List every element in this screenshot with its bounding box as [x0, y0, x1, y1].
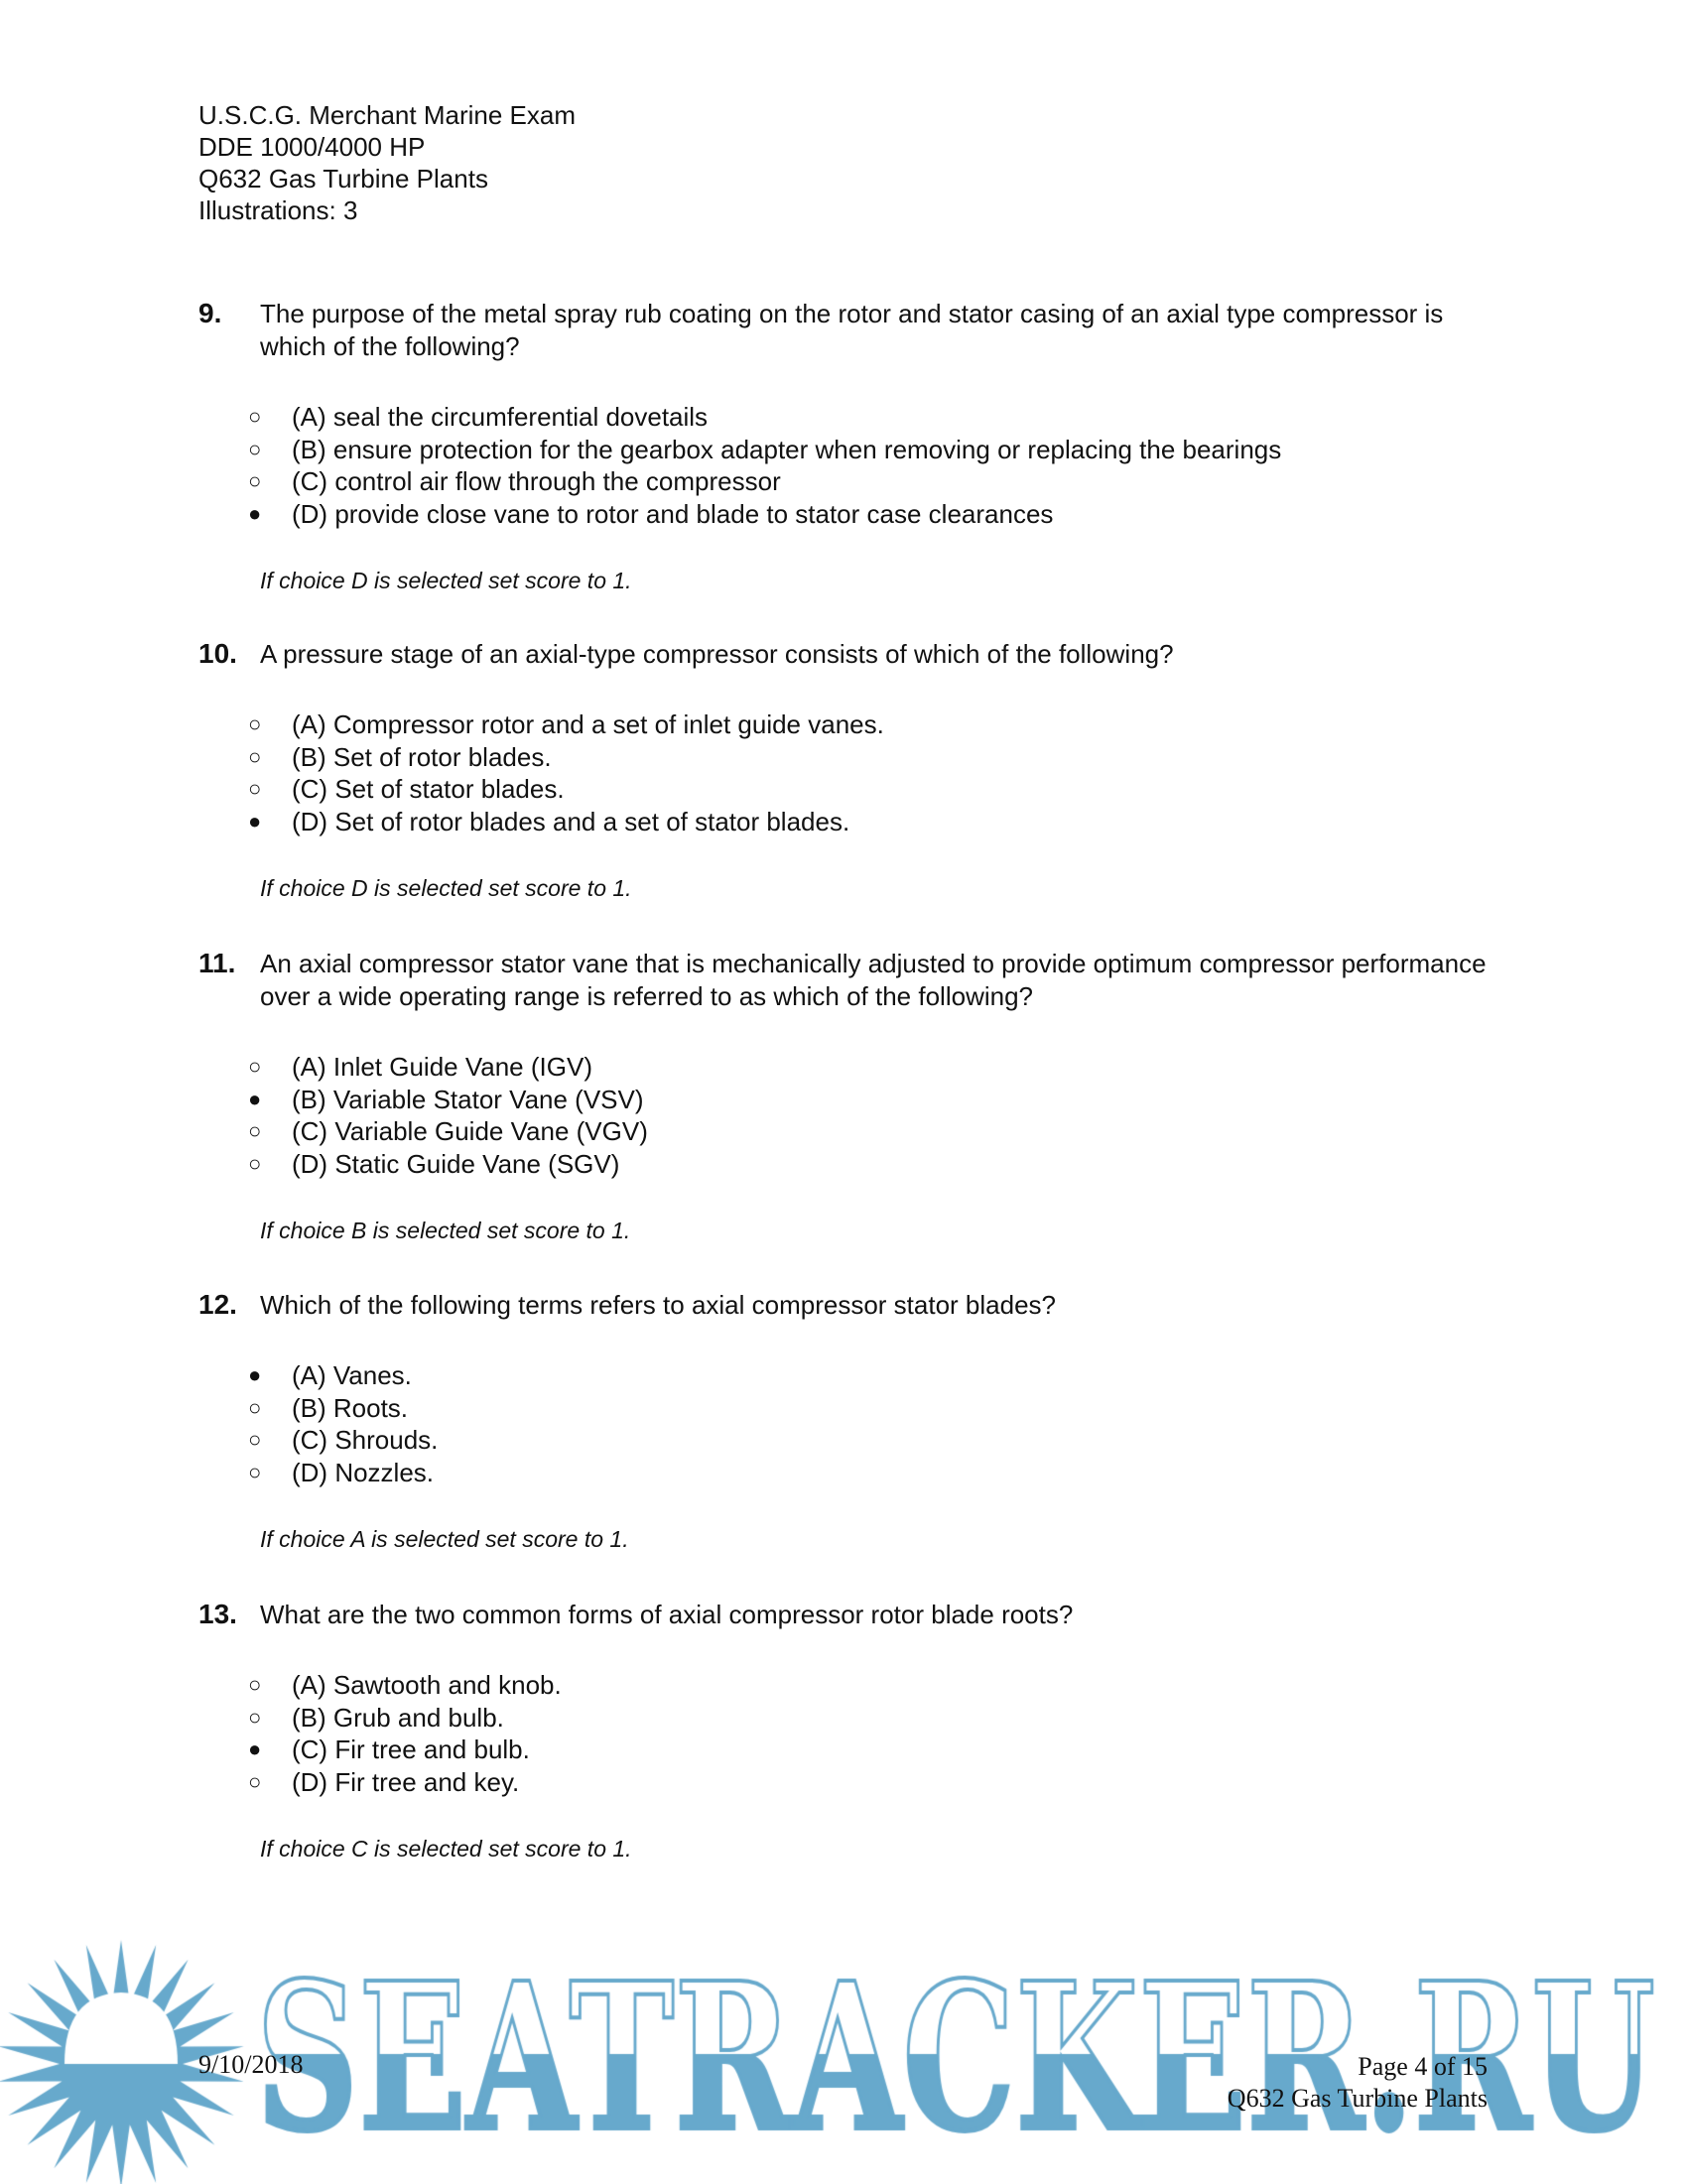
answer-option[interactable] — [248, 1766, 1489, 1799]
answer-option[interactable] — [248, 1669, 1489, 1702]
question-text: The purpose of the metal spray rub coating on the rotor and stator casing of an axial type compressor is which of the following? — [260, 299, 1444, 361]
option-label: (D) provide close vane to rotor and blade to stator case clearances — [292, 498, 1054, 529]
unselected-bullet-icon[interactable]: ○ — [248, 1459, 262, 1484]
question-number: 13. — [198, 1599, 237, 1629]
scoring-note: If choice B is selected set score to 1. — [260, 1218, 631, 1243]
option-label: (C) Shrouds. — [292, 1425, 439, 1455]
unselected-bullet-icon[interactable]: ○ — [248, 1704, 262, 1730]
answer-option[interactable] — [248, 1359, 1489, 1392]
footer-date: 9/10/2018 — [198, 2050, 304, 2079]
answer-option[interactable] — [248, 1051, 1489, 1084]
unselected-bullet-icon[interactable]: ○ — [248, 711, 262, 736]
question-text: A pressure stage of an axial-type compressor consists of which of the following? — [260, 639, 1174, 669]
option-label: (A) Vanes. — [292, 1360, 412, 1390]
answer-option[interactable] — [248, 1392, 1489, 1425]
answer-option[interactable] — [248, 1148, 1489, 1181]
unselected-bullet-icon[interactable]: ○ — [248, 1118, 262, 1143]
option-label: (A) Inlet Guide Vane (IGV) — [292, 1052, 592, 1082]
header-subject: Q632 Gas Turbine Plants — [198, 164, 488, 193]
option-label: (A) seal the circumferential dovetails — [292, 402, 709, 432]
scoring-note: If choice D is selected set score to 1. — [260, 568, 632, 593]
question-text: An axial compressor stator vane that is mechanically adjusted to provide optimum compressor performance over a wide operating range is referred to as which of the following? — [260, 949, 1487, 1011]
question-number: 12. — [198, 1289, 237, 1320]
header-exam-title: U.S.C.G. Merchant Marine Exam — [198, 100, 576, 130]
unselected-bullet-icon[interactable]: ○ — [248, 776, 262, 801]
answer-option[interactable] — [248, 1734, 1489, 1766]
option-label: (D) Nozzles. — [292, 1457, 435, 1487]
option-label: (A) Compressor rotor and a set of inlet guide vanes. — [292, 709, 884, 739]
unselected-bullet-icon[interactable]: ○ — [248, 1768, 262, 1794]
unselected-bullet-icon[interactable]: ○ — [248, 1672, 262, 1697]
unselected-bullet-icon[interactable]: ○ — [248, 1150, 262, 1176]
answer-option[interactable] — [248, 1084, 1489, 1116]
unselected-bullet-icon[interactable]: ○ — [248, 404, 262, 429]
scoring-note: If choice D is selected set score to 1. — [260, 875, 632, 901]
option-label: (A) Sawtooth and knob. — [292, 1670, 562, 1700]
answer-option[interactable] — [248, 708, 1489, 741]
answer-option[interactable] — [248, 1424, 1489, 1457]
question-text: What are the two common forms of axial compressor rotor blade roots? — [260, 1600, 1074, 1629]
selected-bullet-icon[interactable]: ● — [248, 1736, 262, 1761]
answer-option[interactable] — [248, 1115, 1489, 1148]
selected-bullet-icon[interactable]: ● — [248, 1362, 262, 1387]
answer-option[interactable] — [248, 1457, 1489, 1489]
footer-page: Page 4 of 15 — [1358, 2052, 1488, 2081]
header-dde: DDE 1000/4000 HP — [198, 132, 426, 162]
answer-option[interactable] — [248, 465, 1489, 498]
option-label: (B) Grub and bulb. — [292, 1702, 504, 1733]
question-13 — [198, 1599, 1489, 1863]
option-label: (B) Variable Stator Vane (VSV) — [292, 1084, 644, 1114]
option-label: (C) Fir tree and bulb. — [292, 1734, 530, 1764]
option-label: (D) Fir tree and key. — [292, 1766, 520, 1797]
unselected-bullet-icon[interactable]: ○ — [248, 468, 262, 493]
question-9 — [198, 298, 1489, 595]
unselected-bullet-icon[interactable]: ○ — [248, 743, 262, 769]
unselected-bullet-icon[interactable]: ○ — [248, 1054, 262, 1079]
header-illustrations: Illustrations: 3 — [198, 195, 358, 225]
answer-option[interactable] — [248, 401, 1489, 434]
answer-option[interactable] — [248, 741, 1489, 774]
question-11 — [198, 948, 1489, 1245]
exam-header — [198, 99, 576, 226]
option-label: (B) Set of rotor blades. — [292, 741, 552, 772]
answer-option[interactable] — [248, 773, 1489, 806]
answer-option[interactable] — [248, 434, 1489, 466]
option-label: (D) Static Guide Vane (SGV) — [292, 1148, 620, 1179]
unselected-bullet-icon[interactable]: ○ — [248, 1394, 262, 1420]
option-label: (B) ensure protection for the gearbox adapter when removing or replacing the bearings — [292, 434, 1282, 464]
option-label: (D) Set of rotor blades and a set of stator blades. — [292, 806, 850, 836]
selected-bullet-icon[interactable]: ● — [248, 808, 262, 834]
selected-bullet-icon[interactable]: ● — [248, 500, 262, 526]
answer-option[interactable] — [248, 806, 1489, 838]
question-number: 10. — [198, 638, 237, 669]
option-label: (C) Variable Guide Vane (VGV) — [292, 1116, 648, 1146]
question-10 — [198, 638, 1489, 903]
answer-option[interactable] — [248, 498, 1489, 531]
question-number: 11. — [198, 948, 236, 978]
scoring-note: If choice A is selected set score to 1. — [260, 1526, 629, 1552]
footer-subject: Q632 Gas Turbine Plants — [1227, 2084, 1488, 2113]
unselected-bullet-icon[interactable]: ○ — [248, 436, 262, 461]
question-text: Which of the following terms refers to axial compressor stator blades? — [260, 1290, 1057, 1320]
option-label: (B) Roots. — [292, 1392, 409, 1423]
option-label: (C) Set of stator blades. — [292, 774, 565, 804]
option-label: (C) control air flow through the compressor — [292, 466, 781, 496]
selected-bullet-icon[interactable]: ● — [248, 1086, 262, 1111]
unselected-bullet-icon[interactable]: ○ — [248, 1427, 262, 1452]
question-12 — [198, 1289, 1489, 1554]
scoring-note: If choice C is selected set score to 1. — [260, 1836, 632, 1862]
answer-option[interactable] — [248, 1702, 1489, 1734]
question-number: 9. — [198, 298, 222, 328]
